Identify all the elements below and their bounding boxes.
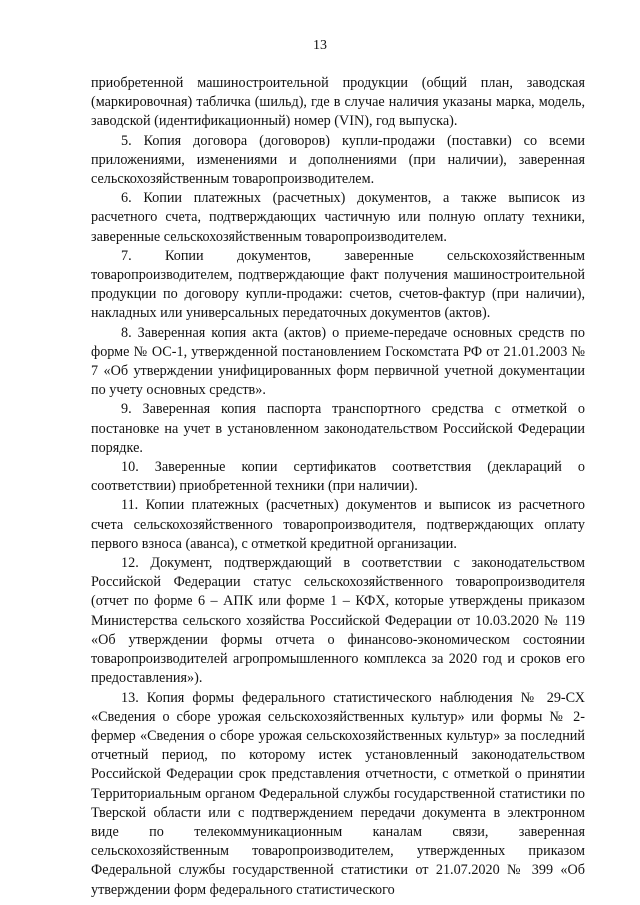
document-body: [91, 74, 585, 900]
page-number: 13: [313, 38, 327, 53]
paragraph-item-6: 6. Копии платежных (расчетных) документов, а также выписок из расчетного счета, подтверждающих частичную или полную оплату техники, заверенные сельскохозяйственным товаропроизводителем.: [91, 190, 585, 245]
paragraph-item-8: 8. Заверенная копия акта (актов) о приеме-передаче основных средств по форме № ОС-1, утвержденной постановлением Госкомстата РФ от 21.01.2003 № 7 «Об утверждении унифицированных форм первичной учетной документации по учету основных средств».: [91, 324, 585, 399]
paragraph-item-9: 9. Заверенная копия паспорта транспортного средства с отметкой о постановке на учет в установленном законодательством Российской Федерации порядке.: [91, 401, 585, 456]
paragraph-item-5: 5. Копия договора (договоров) купли-продажи (поставки) со всеми приложениями, изменениями и дополнениями (при наличии), заверенная сельскохозяйственным товаропроизводителем.: [91, 132, 585, 188]
paragraph-item-11: 11. Копии платежных (расчетных) документов и выписок из расчетного счета сельскохозяйственного товаропроизводителя, подтверждающих оплату первого взноса (аванса), с отметкой кредитной организации.: [91, 497, 585, 552]
paragraph-continuation: приобретенной машиностроительной продукции (общий план, заводская (маркировочная) табличка (шильд), где в случае наличия указаны марка, модель, заводской (идентификационный) номер (VIN), год выпуска).: [91, 75, 585, 130]
paragraph-item-10: 10. Заверенные копии сертификатов соответствия (деклараций о соответствии) приобретенной техники (при наличии).: [91, 459, 585, 495]
paragraph-item-13: 13. Копия формы федерального статистического наблюдения № 29-СХ «Сведения о сборе урожая сельскохозяйственных культур» или формы № 2-фермер «Сведения о сборе урожая сельскохозяйственных культур» за последний отчетный период, по которому истек установленный законодательством Российской Федерации срок представления отчетности, с отметкой о принятии Территориальным органом Федеральной службы государственной статистики по Тверской области или с подтверждением передачи документа в электронном виде по телекоммуникационным каналам связи, заверенная сельскохозяйственным товаропроизводителем, утвержденных приказом Федеральной службы государственной статистики от 21.07.2020 № 399 «Об утверждении форм федерального статистического: [91, 689, 585, 898]
paragraph-item-12: 12. Документ, подтверждающий в соответствии с законодательством Российской Федерации статус сельскохозяйственного товаропроизводителя (отчет по форме 6 – АПК или форме 1 – КФХ, которые утверждены приказом Министерства сельского хозяйства Российской Федерации от 10.03.2020 № 119 «Об утверждении формы отчета о финансово-экономическом состоянии товаропроизводителей агропромышленного комплекса за 2020 год и сроков его предоставления»).: [91, 555, 585, 687]
paragraph-item-7: 7. Копии документов, заверенные сельскохозяйственным товаропроизводителем, подтверждающие факт получения машиностроительной продукции по договору купли-продажи: счетов, счетов-фактур (при наличии), накладных или универсальных передаточных документов (актов).: [91, 247, 585, 322]
